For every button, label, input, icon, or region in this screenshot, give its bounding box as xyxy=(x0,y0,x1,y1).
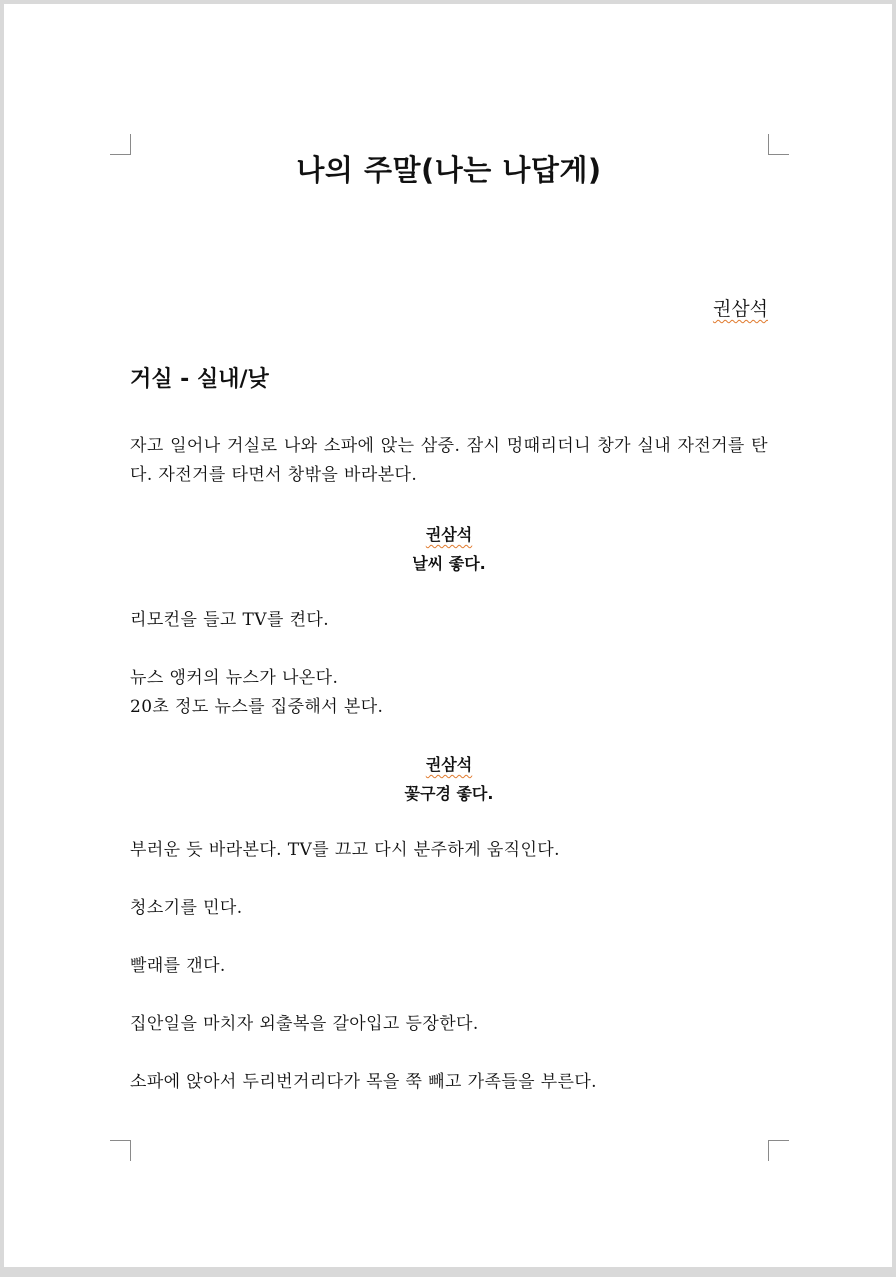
margin-corner-bottom-right xyxy=(768,1140,789,1161)
action-paragraph-3 xyxy=(130,664,768,722)
dialogue-line-1: 날씨 좋다. xyxy=(412,554,486,573)
dialogue-character-1: 권삼석 xyxy=(425,525,473,544)
dialogue-character-2: 권삼석 xyxy=(425,755,473,774)
document-page xyxy=(4,4,892,1267)
margin-corner-top-left xyxy=(110,134,131,155)
action-paragraph-3-line-1: 뉴스 앵커의 뉴스가 나온다. xyxy=(130,668,339,688)
action-paragraph-4: 부러운 듯 바라본다. TV를 끄고 다시 분주하게 움직인다. xyxy=(130,840,560,860)
dialogue-block-1 xyxy=(130,520,768,578)
action-paragraph-8: 소파에 앉아서 두리번거리다가 목을 쭉 빼고 가족들을 부른다. xyxy=(130,1072,597,1092)
action-paragraph-3-line-2: 20초 정도 뉴스를 집중해서 본다. xyxy=(130,697,384,717)
action-paragraph-7: 집안일을 마치자 외출복을 갈아입고 등장한다. xyxy=(130,1014,479,1034)
dialogue-line-2: 꽃구경 좋다. xyxy=(404,784,494,803)
scene-heading: 거실 - 실내/낮 xyxy=(130,367,269,392)
margin-corner-top-right xyxy=(768,134,789,155)
action-paragraph-5: 청소기를 민다. xyxy=(130,898,243,918)
action-paragraph-6: 빨래를 갠다. xyxy=(130,956,226,976)
author-line xyxy=(130,296,768,322)
action-paragraph-1: 자고 일어나 거실로 나와 소파에 앉는 삼중. 잠시 멍때리더니 창가 실내 자전거를 탄다. 자전거를 타면서 창밖을 바라본다. xyxy=(130,436,768,485)
author-name: 권삼석 xyxy=(712,298,768,320)
action-paragraph-2: 리모컨을 들고 TV를 켠다. xyxy=(130,610,330,630)
dialogue-block-2 xyxy=(130,750,768,808)
document-title: 나의 주말(나는 나답게) xyxy=(296,153,602,187)
margin-corner-bottom-left xyxy=(110,1140,131,1161)
